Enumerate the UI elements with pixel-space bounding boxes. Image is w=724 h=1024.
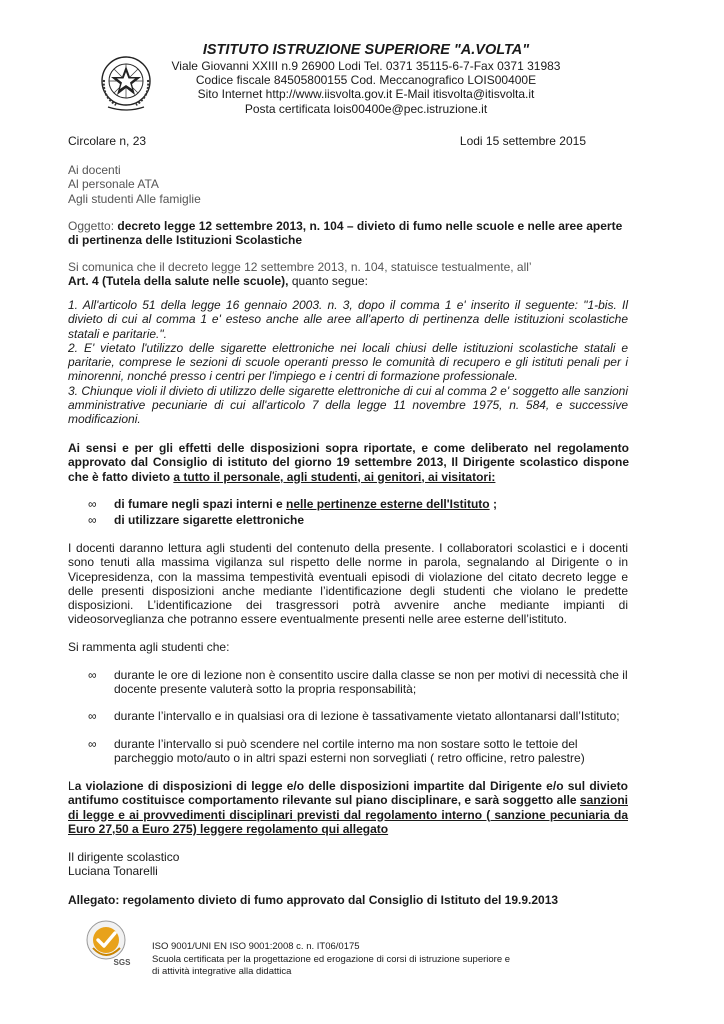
rule-leaving-institute: durante l’intervallo e in qualsiasi ora di lezione è tassativamente vietato allontanarsi dall’Istituto; xyxy=(114,709,620,723)
sgs-certification-logo-icon xyxy=(84,918,134,968)
school-address: Viale Giovanni XXIII n.9 26900 Lodi Tel. 0371 35115-6-7-Fax 0371 31983 xyxy=(171,59,561,73)
recipient-ata-staff: Al personale ATA xyxy=(68,177,159,192)
prohibition-smoking: di fumare negli spazi interni e xyxy=(114,497,287,511)
prohibition-smoking-tail: ; xyxy=(489,497,497,511)
signature-role: Il dirigente scolastico xyxy=(68,850,180,864)
intro-line: Si comunica che il decreto legge 12 settembre 2013, n. 104, statuisce testualmente, all’ xyxy=(68,260,532,274)
teachers-paragraph: I docenti daranno lettura agli studenti del contenuto della presente. I collaboratori scolastici e i docenti sono tenuti alla massima vigilanza sul rispetto delle norme in parola, segnalando al Dirigente o in Vicepresidenza, con la massima tempestività eventuali episodi di violazione del citato decreto legge e delle presenti disposizioni anche mediante l’identificazione degli studenti che violano le predette disposizioni. L’identificazione dei trasgressori potrà avvenire anche mediante impianti di videosorveglianza che potranno essere eventualmente presenti nelle aree esterne dell’istituto. xyxy=(68,541,628,627)
footer-iso: ISO 9001/UNI EN ISO 9001:2008 c. n. IT06/0175 xyxy=(152,941,360,952)
list-item xyxy=(88,737,633,766)
violation-text: a violazione di disposizioni di legge e/o delle disposizioni impartite dal Dirigente e/o sul divieto antifumo costituisce comportamento rilevante sul piano disciplinare, e sarà soggetto alle xyxy=(68,779,628,808)
signature-block xyxy=(68,850,179,879)
article-title: Art. 4 (Tutela della salute nelle scuole), xyxy=(68,274,289,289)
rule-courtyard: durante l’intervallo si può scendere nel cortile interno ma non sostare sotto le tettoie del parcheggio moto/auto o in altri spazi esterni non sorvegliati ( retro officine, retro palestre) xyxy=(114,737,585,766)
intro-paragraph xyxy=(68,260,628,289)
bullet-icon: ∞ xyxy=(88,668,97,682)
circular-number: Circolare n, 23 xyxy=(68,134,147,148)
subject-text: decreto legge 12 settembre 2013, n. 104 – divieto di fumo nelle scuole e nelle aree aperte di pertinenza delle Istituzioni Scolastiche xyxy=(68,219,623,248)
decision-text: Ai sensi e per gli effetti delle disposizioni sopra riportate, e come deliberato nel regolamento approvato dal Consiglio di istituto del giorno 19 settembre 2013, Il Dirigente scolastico dispone che è fatto divieto xyxy=(68,441,629,484)
recipient-teachers: Ai docenti xyxy=(68,163,121,177)
decision-paragraph xyxy=(68,441,629,484)
violation-sanctions-underlined: sanzioni di legge e ai provvedimenti disciplinari previsti dal regolamento interno ( sanzione pecuniaria da Euro 27,50 a Euro 275) leggere regolamento qui allegato xyxy=(68,793,628,836)
circular-row xyxy=(68,134,586,149)
law-paragraph-2: 2. E' vietato l'utilizzo delle sigarette elettroniche nei locali chiusi delle istituzioni scolastiche statali e paritarie, comprese le sezioni di scuole operanti presso le comunità di recupero e gli istituti penali per i minorenni, nonché presso i centri per l'impiego e i centri di formazione professionale. xyxy=(68,340,628,384)
law-paragraph-3: 3. Chiunque violi il divieto di utilizzo delle sigarette elettroniche di cui al comma 2 e' soggetto alle sanzioni amministrative pecuniarie di cui all'articolo 7 della legge 11 novembre 1975, n. 584, e successive modificazioni. xyxy=(68,383,628,427)
reminder-heading: Si rammenta agli studenti che: xyxy=(68,640,230,654)
italian-republic-emblem-icon xyxy=(94,50,158,114)
school-pec: Posta certificata lois00400e@pec.istruzione.it xyxy=(244,101,488,116)
prohibition-ecig: di utilizzare sigarette elettroniche xyxy=(114,513,305,527)
bullet-icon: ∞ xyxy=(88,709,97,723)
bullet-icon: ∞ xyxy=(88,513,97,527)
attachment-line: Allegato: regolamento divieto di fumo approvato dal Consiglio di Istituto del 19.9.2013 xyxy=(68,893,559,907)
footer-line-1: Scuola certificata per la progettazione ed erogazione di corsi di istruzione superiore e xyxy=(152,953,511,965)
school-name: ISTITUTO ISTRUZIONE SUPERIORE "A.VOLTA" xyxy=(202,42,530,58)
sgs-logo-text: SGS xyxy=(113,958,131,967)
violation-paragraph xyxy=(68,779,628,836)
violation-first-letter: L xyxy=(68,779,75,793)
school-fiscal-codes: Codice fiscale 84505800155 Cod. Meccanografico LOIS00400E xyxy=(195,73,537,88)
subject-line xyxy=(68,219,628,248)
circular-date: Lodi 15 settembre 2015 xyxy=(459,134,586,148)
list-item xyxy=(88,497,628,513)
list-item xyxy=(88,709,633,724)
list-item xyxy=(88,668,633,696)
law-text-block xyxy=(68,298,628,427)
bullet-icon: ∞ xyxy=(88,737,97,751)
recipients-block xyxy=(68,163,201,206)
footer-certification xyxy=(152,941,572,979)
school-website-email: Sito Internet http://www.iisvolta.gov.it E-Mail itisvolta@itisvolta.it xyxy=(197,87,535,102)
footer-line-2: di attività integrative alla didattica xyxy=(152,966,292,978)
intro-tail: quanto segue: xyxy=(288,274,368,289)
bullet-icon: ∞ xyxy=(88,497,97,511)
student-rules-list xyxy=(88,668,633,766)
prohibition-list xyxy=(88,497,628,529)
subject-label: Oggetto: xyxy=(68,219,118,233)
school-header xyxy=(150,42,582,116)
rule-leaving-class: durante le ore di lezione non è consentito uscire dalla classe se non per motivi di necessità che il docente presente valuterà sotto la propria responsabilità; xyxy=(114,668,628,697)
decision-recipients-underlined: a tutto il personale, agli studenti, ai genitori, ai visitatori: xyxy=(173,469,496,484)
prohibition-smoking-areas: nelle pertinenze esterne dell'Istituto xyxy=(286,497,490,511)
recipient-students-families: Agli studenti Alle famiglie xyxy=(68,191,201,206)
law-paragraph-1: 1. All'articolo 51 della legge 16 gennaio 2003. n. 3, dopo il comma 1 e' inserito il seguente: "1-bis. Il divieto di cui al comma 1 e' esteso anche alle aree all'aperto di pertinenza delle istituzioni scolastiche statali e paritarie.". xyxy=(68,298,628,341)
list-item xyxy=(88,513,628,529)
signature-name: Luciana Tonarelli xyxy=(68,864,158,879)
